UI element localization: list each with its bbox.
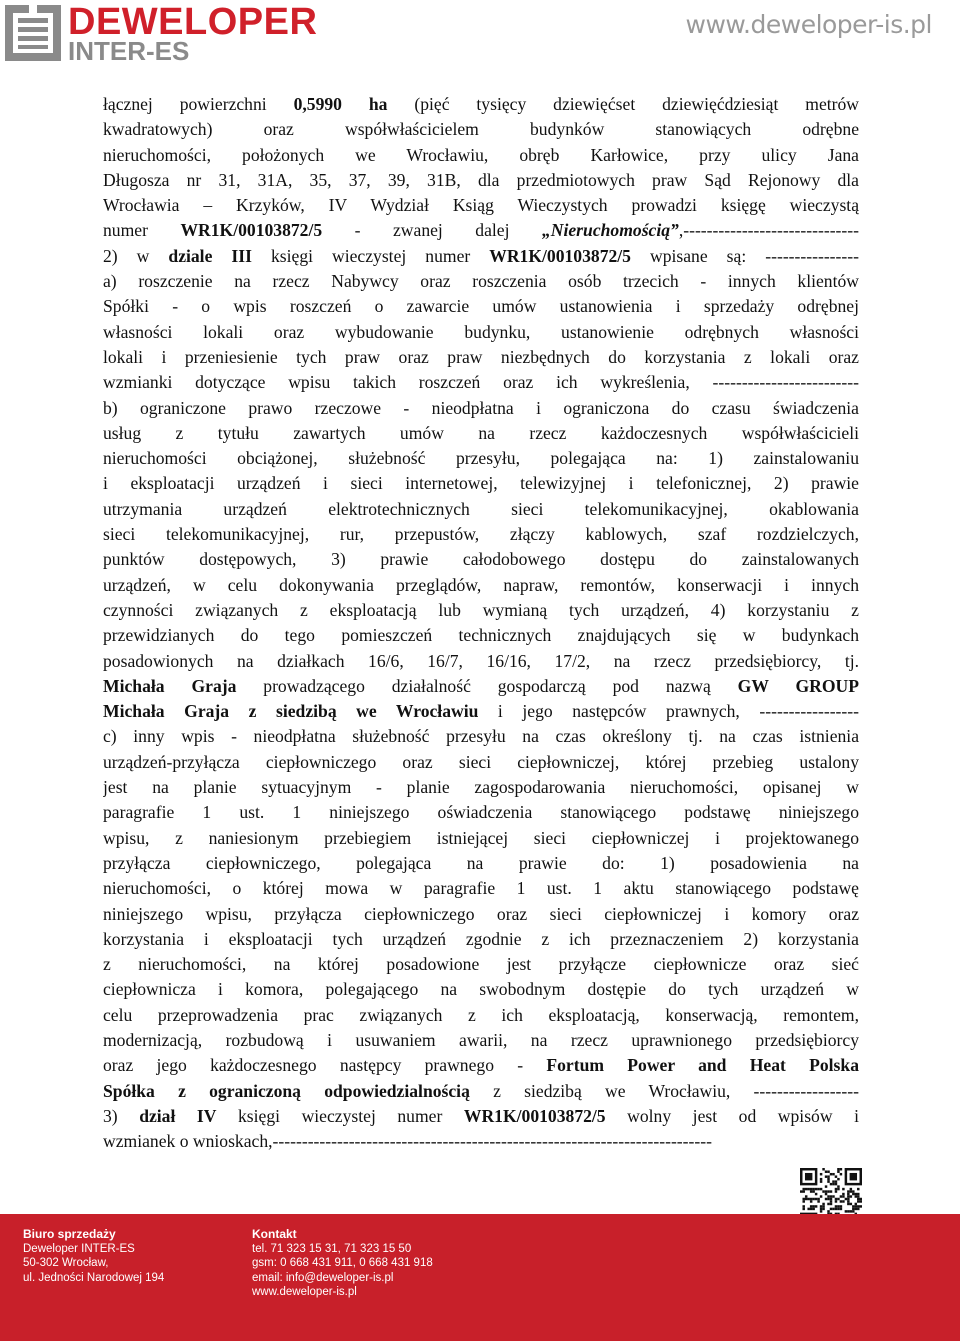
- text-line: [103, 117, 859, 142]
- text-line: [103, 396, 859, 421]
- text-line: [103, 497, 859, 522]
- text-run: (pięć tysięcy dziewięćset dziewięćdziesiąt metrów: [387, 94, 859, 114]
- text-run: własności lokali oraz wybudowanie budynku, ustanowienie odrębnych własności: [103, 321, 859, 342]
- contact-gsm: gsm: 0 668 431 911, 0 668 431 918: [252, 1257, 433, 1269]
- text-run: Spółki - o wpis roszczeń o zawarcie umów ustanowienia i sprzedaży odrębnej: [103, 296, 859, 317]
- text-run: ,------------------------------: [678, 220, 859, 241]
- text-line: [103, 421, 859, 446]
- text-run: czynności związanych z eksploatacją lub wymianą tych urządzeń, 4) korzystaniu z: [103, 599, 859, 620]
- contact-heading: Kontakt: [252, 1227, 297, 1241]
- text-line: [103, 320, 859, 345]
- text-line: [103, 724, 859, 749]
- text-run: urządzeń-przyłącza ciepłowniczego oraz sieci ciepłowniczej, której przebieg ustalony: [103, 751, 859, 772]
- text-run: wzmianek o wnioskach,---------------------------------------------------------------------------: [103, 1131, 712, 1152]
- text-line: [103, 598, 859, 623]
- sales-office-line: 50-302 Wrocław,: [23, 1257, 109, 1269]
- text-run: Długosza nr 31, 31A, 35, 37, 39, 31B, dla przedmiotowych praw Sąd Rejonowy dla: [103, 169, 859, 190]
- text-run: korzystania i eksploatacji tych urządzeń zgodnie z ich przeznaczeniem 2) korzystania: [103, 928, 859, 949]
- text-run: wzmianki dotyczące wpisu takich roszczeń oraz ich wykreślenia, -------------------------: [103, 372, 859, 393]
- text-run: prowadzącego działalność gospodarczą pod nazwą: [236, 675, 738, 696]
- sales-office-line: Deweloper INTER-ES: [23, 1242, 135, 1255]
- text-run: z nieruchomości, na której posadowione jest przyłącze ciepłownicze oraz sieć: [103, 954, 859, 975]
- text-line: [103, 370, 859, 395]
- text-line: [103, 902, 859, 927]
- text-run: księgi wieczystej numer: [251, 245, 490, 266]
- text-run: WR1K/00103872/5: [463, 1105, 606, 1126]
- contact-website[interactable]: www.deweloper-is.pl: [252, 1286, 357, 1298]
- header-website[interactable]: www.deweloper-is.pl: [685, 10, 932, 39]
- text-run: przewidzianych do tego pomieszczeń technicznych znajdujących się w budynkach: [103, 625, 859, 646]
- text-run: utrzymania urządzeń elektrotechnicznych sieci telekomunikacyjnej, okablowania: [103, 498, 859, 519]
- text-run: a) roszczenie na rzecz Nabywcy oraz roszczenia osób trzecich - innych klientów: [103, 271, 859, 292]
- text-line: [103, 1003, 859, 1028]
- text-line: [103, 927, 859, 952]
- text-run: GW GROUP: [737, 675, 859, 696]
- text-line: [103, 1053, 859, 1078]
- text-line: [103, 699, 859, 724]
- text-run: 0,5990 ha: [293, 94, 388, 114]
- text-line: [103, 750, 859, 775]
- contact-email[interactable]: email: info@deweloper-is.pl: [252, 1271, 394, 1284]
- text-run: sieci telekomunikacyjnej, rur, przepustów, złączy kablowych, szaf rozdzielczych,: [103, 524, 859, 545]
- text-line: [103, 573, 859, 598]
- text-run: z siedzibą we Wrocławiu, ------------------: [469, 1080, 859, 1101]
- logo-subtitle: INTER-ES: [68, 36, 190, 66]
- text-run: wpisane są: ----------------: [630, 245, 859, 266]
- text-line: [103, 143, 859, 168]
- text-line: [103, 952, 859, 977]
- text-run: modernizacją, rozbudową i usuwaniem awarii, na rzecz uprawnionego przedsiębiorcy: [103, 1029, 859, 1050]
- text-run: c) inny wpis - nieodpłatna służebność przesyłu na czas określony tj. na czas istnienia: [103, 726, 859, 747]
- text-run: ciepłownicza i komora, polegającego na swobodnym dostępie do tych urządzeń w: [103, 979, 859, 1000]
- text-run: łącznej powierzchni: [103, 94, 294, 114]
- text-run: Spółka z ograniczoną odpowiedzialnością: [103, 1080, 470, 1101]
- text-run: Michała Graja z siedzibą we Wrocławiu: [103, 701, 479, 722]
- text-run: przyłącza ciepłowniczego, polegająca na prawie do: 1) posadowienia na: [103, 852, 859, 873]
- sales-office-heading: Biuro sprzedaży: [23, 1227, 116, 1241]
- contact-block: [252, 1227, 433, 1300]
- text-run: jest na planie sytuacyjnym - planie zagospodarowania nieruchomości, opisanej w: [103, 777, 859, 798]
- text-run: 2) w: [103, 245, 169, 266]
- text-run: posadowionych na działkach 16/6, 16/7, 16/16, 17/2, na rzecz przedsiębiorcy, tj.: [103, 650, 859, 671]
- text-line: [103, 193, 859, 218]
- text-run: dziale III: [168, 245, 252, 266]
- text-run: numer: [103, 220, 181, 241]
- text-line: [103, 1104, 859, 1129]
- document-body: [103, 92, 859, 1154]
- text-line: [103, 826, 859, 851]
- text-line: [103, 522, 859, 547]
- text-run: niniejszego wpisu, przyłącza ciepłowniczego oraz sieci ciepłowniczej i komory oraz: [103, 903, 859, 924]
- text-run: wpisu, z naniesionym przebiegiem istniejącej sieci ciepłowniczej i projektowanego: [103, 827, 859, 848]
- text-line: [103, 218, 859, 243]
- logo-title: DEWELOPER: [68, 1, 318, 43]
- text-line: [103, 294, 859, 319]
- sales-office-line: ul. Jedności Narodowej 194: [23, 1271, 165, 1284]
- text-line: [103, 1028, 859, 1053]
- text-line: [103, 851, 859, 876]
- text-run: kwadratowych) oraz współwłaścicielem budynków stanowiących odrębne: [103, 119, 859, 140]
- text-run: i jego następców prawnych, -----------------: [478, 701, 859, 722]
- text-run: usług z tytułu zawartych umów na rzecz każdoczesnych współwłaścicieli: [103, 422, 859, 443]
- text-run: Michała Graja: [103, 675, 237, 696]
- text-run: Wrocławia – Krzyków, IV Wydział Ksiąg Wieczystych prowadzi księgę wieczystą: [103, 195, 859, 216]
- text-run: nieruchomości, o której mowa w paragrafie 1 ust. 1 aktu stanowiącego podstawę: [103, 878, 859, 899]
- text-run: lokali i przeniesienie tych praw oraz praw niezbędnych do korzystania z lokali oraz: [103, 346, 859, 367]
- text-line: [103, 269, 859, 294]
- text-line: [103, 1079, 859, 1104]
- text-run: i eksploatacji urządzeń i sieci internetowej, telewizyjnej i telefonicznej, 2) prawie: [103, 473, 859, 494]
- text-line: [103, 92, 859, 117]
- text-run: wolny jest od wpisów i: [605, 1105, 859, 1126]
- text-line: [103, 345, 859, 370]
- text-line: [103, 168, 859, 193]
- sales-office-block: [23, 1227, 164, 1285]
- page-footer: [0, 1214, 960, 1341]
- text-run: 3): [103, 1105, 140, 1126]
- deweloper-logo-icon: [5, 5, 61, 61]
- text-line: [103, 446, 859, 471]
- text-run: WR1K/00103872/5: [180, 220, 323, 241]
- text-run: urządzeń, w celu dokonywania przeglądów, napraw, remontów, konserwacji i innych: [103, 574, 859, 595]
- text-run: nieruchomości, położonych we Wrocławiu, obręb Karłowice, przy ulicy Jana: [103, 144, 859, 165]
- text-run: - zwanej dalej: [322, 220, 542, 241]
- text-run: nieruchomości obciążonej, służebność przesyłu, polegająca na: 1) zainstalowaniu: [103, 448, 859, 469]
- text-run: dział IV: [139, 1105, 217, 1126]
- text-line: [103, 244, 859, 269]
- text-line: [103, 800, 859, 825]
- text-run: „Nieruchomością”: [541, 220, 679, 241]
- text-run: punktów dostępowych, 3) prawie całodobowego dostępu do zainstalowanych: [103, 549, 859, 570]
- text-line: [103, 674, 859, 699]
- contact-phone: tel. 71 323 15 31, 71 323 15 50: [252, 1242, 412, 1255]
- text-run: Fortum Power and Heat Polska: [546, 1055, 859, 1076]
- text-line: [103, 649, 859, 674]
- text-line: [103, 977, 859, 1002]
- text-line: [103, 547, 859, 572]
- page-header: [0, 0, 960, 70]
- text-run: celu przeprowadzenia prac związanych z ich eksploatacją, konserwacją, remontem,: [103, 1004, 859, 1025]
- text-run: księgi wieczystej numer: [216, 1105, 464, 1126]
- text-run: WR1K/00103872/5: [489, 245, 631, 266]
- text-line: [103, 876, 859, 901]
- text-run: paragrafie 1 ust. 1 niniejszego oświadczenia stanowiącego podstawę niniejszego: [103, 802, 859, 823]
- text-line: [103, 1129, 859, 1154]
- text-run: oraz jego każdoczesnego następcy prawnego -: [103, 1055, 547, 1076]
- text-line: [103, 471, 859, 496]
- text-run: b) ograniczone prawo rzeczowe - nieodpłatna i ograniczona do czasu świadczenia: [103, 397, 859, 418]
- text-line: [103, 775, 859, 800]
- text-line: [103, 623, 859, 648]
